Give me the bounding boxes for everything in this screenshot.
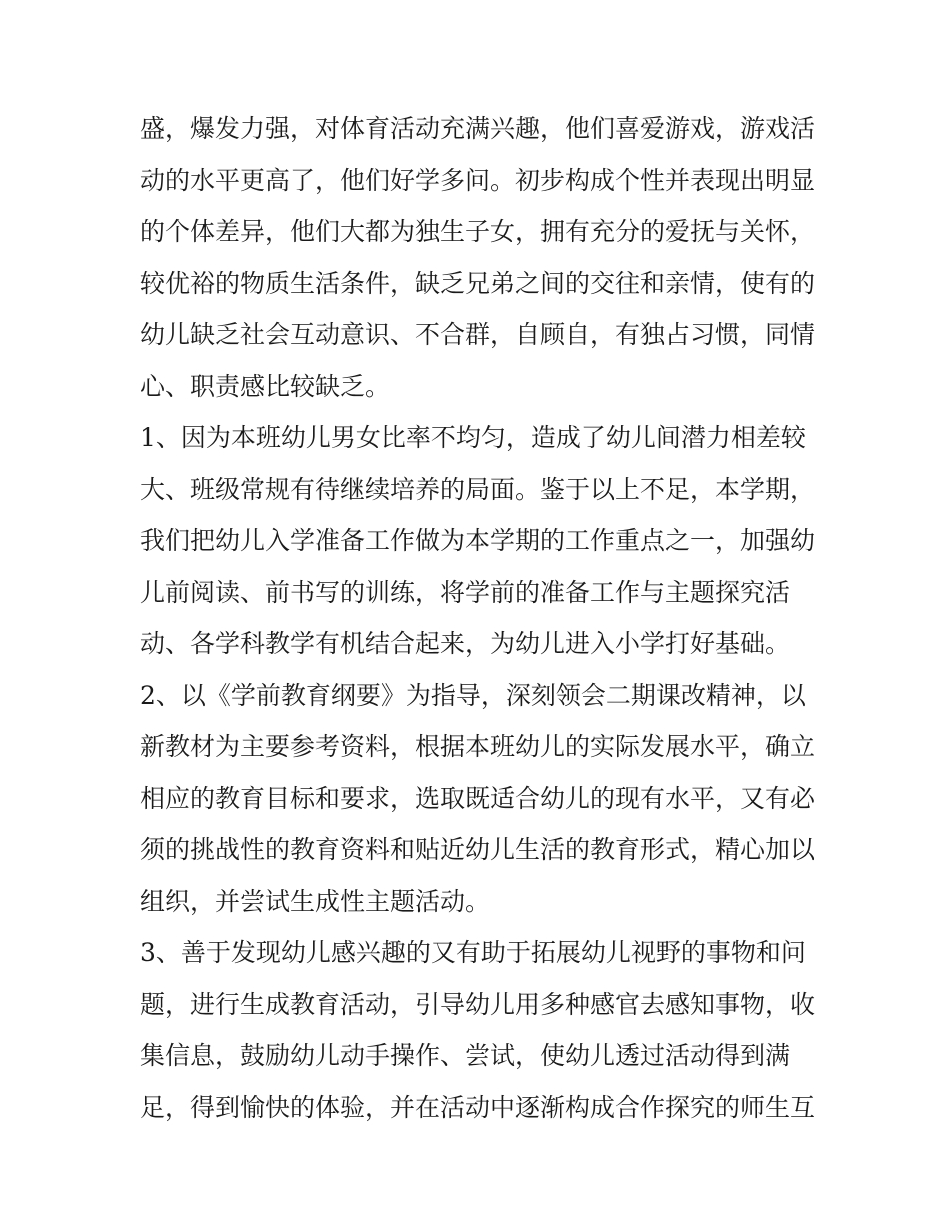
text-line: 集信息，鼓励幼儿动手操作、尝试，使幼儿透过活动得到满	[140, 1041, 791, 1070]
text-line: 心、职责感比较缺乏。	[140, 371, 391, 401]
text-line: 较优裕的物质生活条件，缺乏兄弟之间的交往和亲情，使有的	[140, 268, 816, 298]
text-line: 须的挑战性的教育资料和贴近幼儿生活的教育形式，精心加以	[140, 835, 816, 864]
text-line: 2、以《学前教育纲要》为指导，深刻领会二期课改精神，以	[140, 680, 806, 710]
text-line: 盛，爆发力强，对体育活动充满兴趣，他们喜爱游戏，游戏活	[140, 114, 816, 143]
text-line: 3、善于发现幼儿感兴趣的又有助于拓展幼儿视野的事物和问	[140, 938, 806, 967]
text-line: 我们把幼儿入学准备工作做为本学期的工作重点之一，加强幼	[140, 526, 816, 555]
text-line: 题，进行生成教育活动，引导幼儿用多种感官去感知事物，收	[140, 989, 816, 1019]
text-line: 幼儿缺乏社会互动意识、不合群，自顾自，有独占习惯，同情	[140, 320, 816, 349]
text-line: 1、因为本班幼儿男女比率不均匀，造成了幼儿间潜力相差较	[140, 423, 806, 452]
text-line: 新教材为主要参考资料，根据本班幼儿的实际发展水平，确立	[140, 732, 816, 761]
text-line: 动、各学科教学有机结合起来，为幼儿进入小学打好基础。	[140, 629, 791, 658]
text-line: 动的水平更高了，他们好学多问。初步构成个性并表现出明显	[140, 165, 816, 195]
text-line: 儿前阅读、前书写的训练，将学前的准备工作与主题探究活	[140, 577, 791, 607]
text-line: 的个体差异，他们大都为独生子女，拥有充分的爱抚与关怀，	[140, 217, 816, 246]
text-line: 足，得到愉快的体验，并在活动中逐渐构成合作探究的师生互	[140, 1092, 816, 1122]
text-line: 大、班级常规有待继续培养的局面。鉴于以上不足，本学期，	[140, 474, 816, 504]
text-line: 组织，并尝试生成性主题活动。	[140, 886, 491, 916]
text-line: 相应的教育目标和要求，选取既适合幼儿的现有水平，又有必	[140, 783, 816, 813]
document-body	[140, 103, 820, 1133]
